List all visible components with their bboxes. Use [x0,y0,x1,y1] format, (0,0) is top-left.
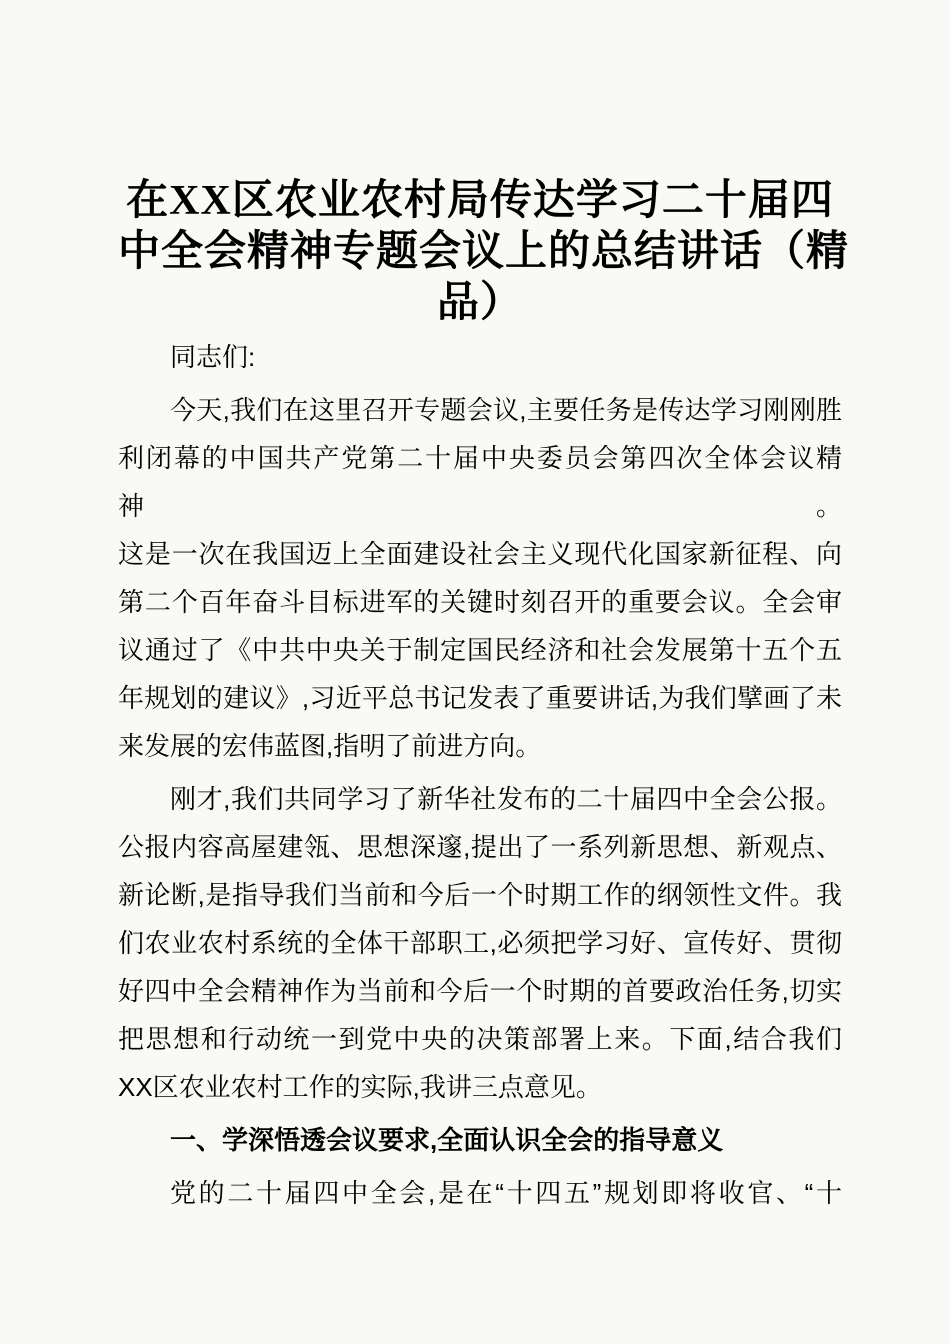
title-line: 中全会精神专题会议上的总结讲话（精 [118,229,850,275]
text-line: 年规划的建议》,习近平总书记发表了重要讲话,为我们擘画了未 [118,683,842,713]
text-line: 议通过了《中共中央关于制定国民经济和社会发展第十五个五 [118,635,842,665]
section-heading [118,1116,842,1164]
paragraph [118,333,842,381]
title-line: 在XX区农业农村局传达学习二十届四 [126,178,834,224]
text-line: 利闭幕的中国共产党第二十届中央委员会第四次全体会议精神。 [118,443,842,521]
text-line: 同志们: [170,342,256,372]
paragraph [118,775,842,1111]
text-line: XX区农业农村工作的实际,我讲三点意见。 [118,1072,602,1102]
document-title [118,176,850,329]
paragraph [118,386,842,770]
text-line: 刚才,我们共同学习了新华社发布的二十届四中全会公报。 [170,784,842,814]
text-line: 来发展的宏伟蓝图,指明了前进方向。 [118,731,542,761]
title-line: 品） [436,280,523,326]
text-line: 好四中全会精神作为当前和今后一个时期的首要政治任务,切实 [118,976,842,1006]
text-line: 今天,我们在这里召开专题会议,主要任务是传达学习刚刚胜 [170,395,842,425]
text-line: 这是一次在我国迈上全面建设社会主义现代化国家新征程、向 [118,539,842,569]
text-line: 公报内容高屋建瓴、思想深邃,提出了一系列新思想、新观点、 [118,832,842,862]
text-line: 党的二十届四中全会,是在“十四五”规划即将收官、“十 [170,1178,842,1208]
text-line: 一、学深悟透会议要求,全面认识全会的指导意义 [170,1125,724,1155]
paragraph [118,1169,842,1217]
text-line: 新论断,是指导我们当前和今后一个时期工作的纲领性文件。我 [118,880,842,910]
text-line: 们农业农村系统的全体干部职工,必须把学习好、宣传好、贯彻 [118,928,842,958]
document-body [118,333,842,1217]
text-line: 第二个百年奋斗目标进军的关键时刻召开的重要会议。全会审 [118,587,842,617]
text-line: 把思想和行动统一到党中央的决策部署上来。下面,结合我们 [118,1024,842,1054]
